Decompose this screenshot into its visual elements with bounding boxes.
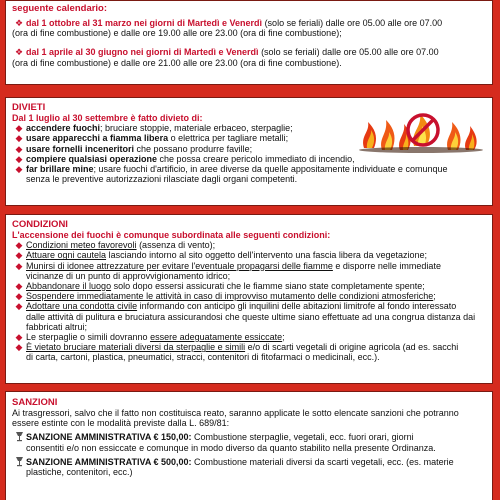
divieti-item-1-rest: ; bruciare stoppie, materiale erbaceo, sterpaglie; [100,123,293,134]
sanzione-item-2-label: SANZIONE AMMINISTRATIVA € 500,00: [26,456,192,467]
calendar-item-2-cont: (ora di fine combustione) e dalle ore 21.00 alle ore 23.00 (ora di fine combustione). [12,57,342,68]
no-fire-sign-icon [408,114,438,146]
condizioni-item-3-rest: e disporre nelle immediate [332,260,441,271]
sanzione-item-2-cont: plastiche, contenitori, ecc.) [26,467,133,478]
sanzioni-box [5,391,493,500]
divieti-item-3-rest: che possano produrre faville; [134,143,253,154]
condizioni-intro: L'accensione dei fuochi è comunque subordinata alle seguenti condizioni: [12,230,331,240]
divieti-item-5-bold: far brillare mine [26,164,94,175]
sanzioni-intro-2: essere estinte con le modalità previste dalla L. 689/81: [12,418,230,429]
condizioni-item-6-key: Adottare una condotta civile [26,301,138,312]
sanzione-item-1-cont: consentiti e/o non essiccate e comunque in modo diverso da quanto stabilito nella presente Ordinanza. [26,442,436,453]
condizioni-item-1-rest: (assenza di vento); [136,240,216,251]
bullet-icon: ◆ [15,260,23,271]
condizioni-item-2-key: Attuare ogni cautela [26,250,107,261]
bullet-icon: ◆ [15,250,23,261]
condizioni-item-7-rest: ; [282,332,285,343]
divieti-item-2-bold: usare apparecchi a fiamma libera [26,133,169,144]
divieti-item-5-cont: senza le preventive autorizzazioni rilasciate dagli organi competenti. [26,174,298,185]
sanzione-item-2 [12,457,486,477]
condizioni-item-3-cont: vicinanze di un punto di approvvigionamento idrico; [26,270,231,281]
condizioni-item-4-rest: solo dopo essersi assicurati che le fiamme siano state completamente spente; [111,281,425,292]
divieti-item-1-bold: accendere fuochi [26,123,101,134]
sanzione-item-2-rest: Combustione materiali diversi da scarti vegetali, ecc. (es. materie [191,456,454,467]
condizioni-item-3-key: Munirsi di idonee attrezzature per evitare l'eventuale propagarsi delle fiamme [26,260,333,271]
condizioni-item-8-key: È vietato bruciare materiali diversi da sterpaglie e simili [26,342,246,353]
goblet-icon [12,457,26,469]
calendar-title: seguente calendario: [12,3,108,14]
calendar-item-1-rest: (solo se feriali) dalle ore 05.00 alle ore 07.00 [262,18,443,28]
condizioni-item-4-key: Abbandonare il luogo [26,281,112,292]
condizioni-item-6-cont: dalle attività di pulitura e bruciatura assicurandosi che queste ultime siano effettuate ad una congrua distanza dai fabbricati altrui; [26,311,476,332]
calendar-item-2 [12,47,486,57]
sanzione-item-1 [12,432,486,452]
calendar-item-2-period: dal 1 aprile al 30 giugno nei giorni di Martedì e Venerdì [26,47,259,58]
divieti-box [5,97,493,206]
condizioni-item-4 [12,281,486,291]
sanzioni-heading: SANZIONI [12,397,58,408]
condizioni-item-1 [12,240,486,250]
bullet-icon: ◆ [15,133,23,144]
bullet-icon: ◆ [15,143,23,154]
condizioni-item-5 [12,291,486,301]
divieti-item-3-bold: usare fornelli inceneritori [26,143,135,154]
condizioni-item-7-key: essere adeguatamente essiccate [150,332,283,343]
bullet-icon: ❖ [14,18,24,28]
calendar-item-1 [12,18,486,28]
condizioni-item-6 [12,301,486,332]
condizioni-item-6-rest: informando con anticipo gli inquilini delle abitazioni limitrofe al fondo interessato [137,301,457,312]
condizioni-item-8 [12,342,486,362]
calendar-box [5,0,493,85]
divieti-intro: Dal 1 luglio al 30 settembre è fatto divieto di: [12,113,203,123]
bullet-icon: ◆ [15,291,23,302]
bullet-icon: ◆ [15,153,23,164]
divieti-item-4-rest: che possa creare pericolo immediato di incendio, [157,153,355,164]
divieti-item-4 [12,154,486,164]
condizioni-item-2-rest: lasciando intorno al sito oggetto dell'intervento una fascia libera da vegetazione; [106,250,427,261]
condizioni-heading: CONDIZIONI [12,219,68,230]
bullet-icon: ◆ [15,301,23,312]
goblet-icon [12,432,26,444]
sanzione-item-1-rest: Combustione sterpaglie, vegetali, ecc. fuori orari, giorni [191,432,414,443]
condizioni-item-8-rest: e/o di scarti vegetali di origine agricola (ad es. sacchi [245,342,459,353]
divieti-heading: DIVIETI [12,102,46,113]
condizioni-item-3 [12,261,486,281]
condizioni-item-5-rest: ; [433,291,436,302]
condizioni-item-7-pre: Le sterpaglie o simili dovranno [26,332,151,343]
fire-prohibited-illustration [356,106,486,154]
condizioni-item-7 [12,332,486,342]
divieti-item-2-rest: o elettrica per tagliare metalli; [168,133,289,144]
sanzioni-intro-1: Ai trasgressori, salvo che il fatto non costituisca reato, saranno applicate le sotto elencate sanzioni che potranno [12,408,459,418]
condizioni-box [5,214,493,384]
divieti-item-5-rest: ; usare fuochi d'artificio, in aree diverse da quelle appositamente individuate e comunque [93,164,448,175]
bullet-icon: ◆ [15,342,23,353]
calendar-item-2-rest: (solo se feriali) dalle ore 05.00 alle ore 07.00 [258,47,439,58]
condizioni-item-8-cont: di carta, cartoni, plastica, pneumatici, stracci, contenitori di fitofarmaci o medicinali, ecc.). [26,352,380,363]
condizioni-item-1-key: Condizioni meteo favorevoli [26,240,137,251]
calendar-item-1-period: dal 1 ottobre al 31 marzo nei giorni di Martedì e Venerdì [26,18,263,28]
divieti-item-5 [12,164,486,184]
condizioni-item-2 [12,250,486,260]
bullet-icon: ◆ [15,281,23,292]
bullet-icon: ◆ [15,332,23,343]
condizioni-item-5-key: Sospendere immediatamente le attività in caso di improvviso mutamento delle condizioni atmosferiche [26,291,434,302]
bullet-icon: ◆ [15,123,23,134]
sanzione-item-1-label: SANZIONE AMMINISTRATIVA € 150,00: [26,432,192,443]
divieti-item-4-bold: compiere qualsiasi operazione [26,153,158,164]
bullet-icon: ❖ [14,47,24,58]
bullet-icon: ◆ [15,240,23,251]
bullet-icon: ◆ [15,164,23,175]
calendar-item-1-cont: (ora di fine combustione) e dalle ore 19.00 alle ore 23.00 (ora di fine combustione); [12,28,342,39]
